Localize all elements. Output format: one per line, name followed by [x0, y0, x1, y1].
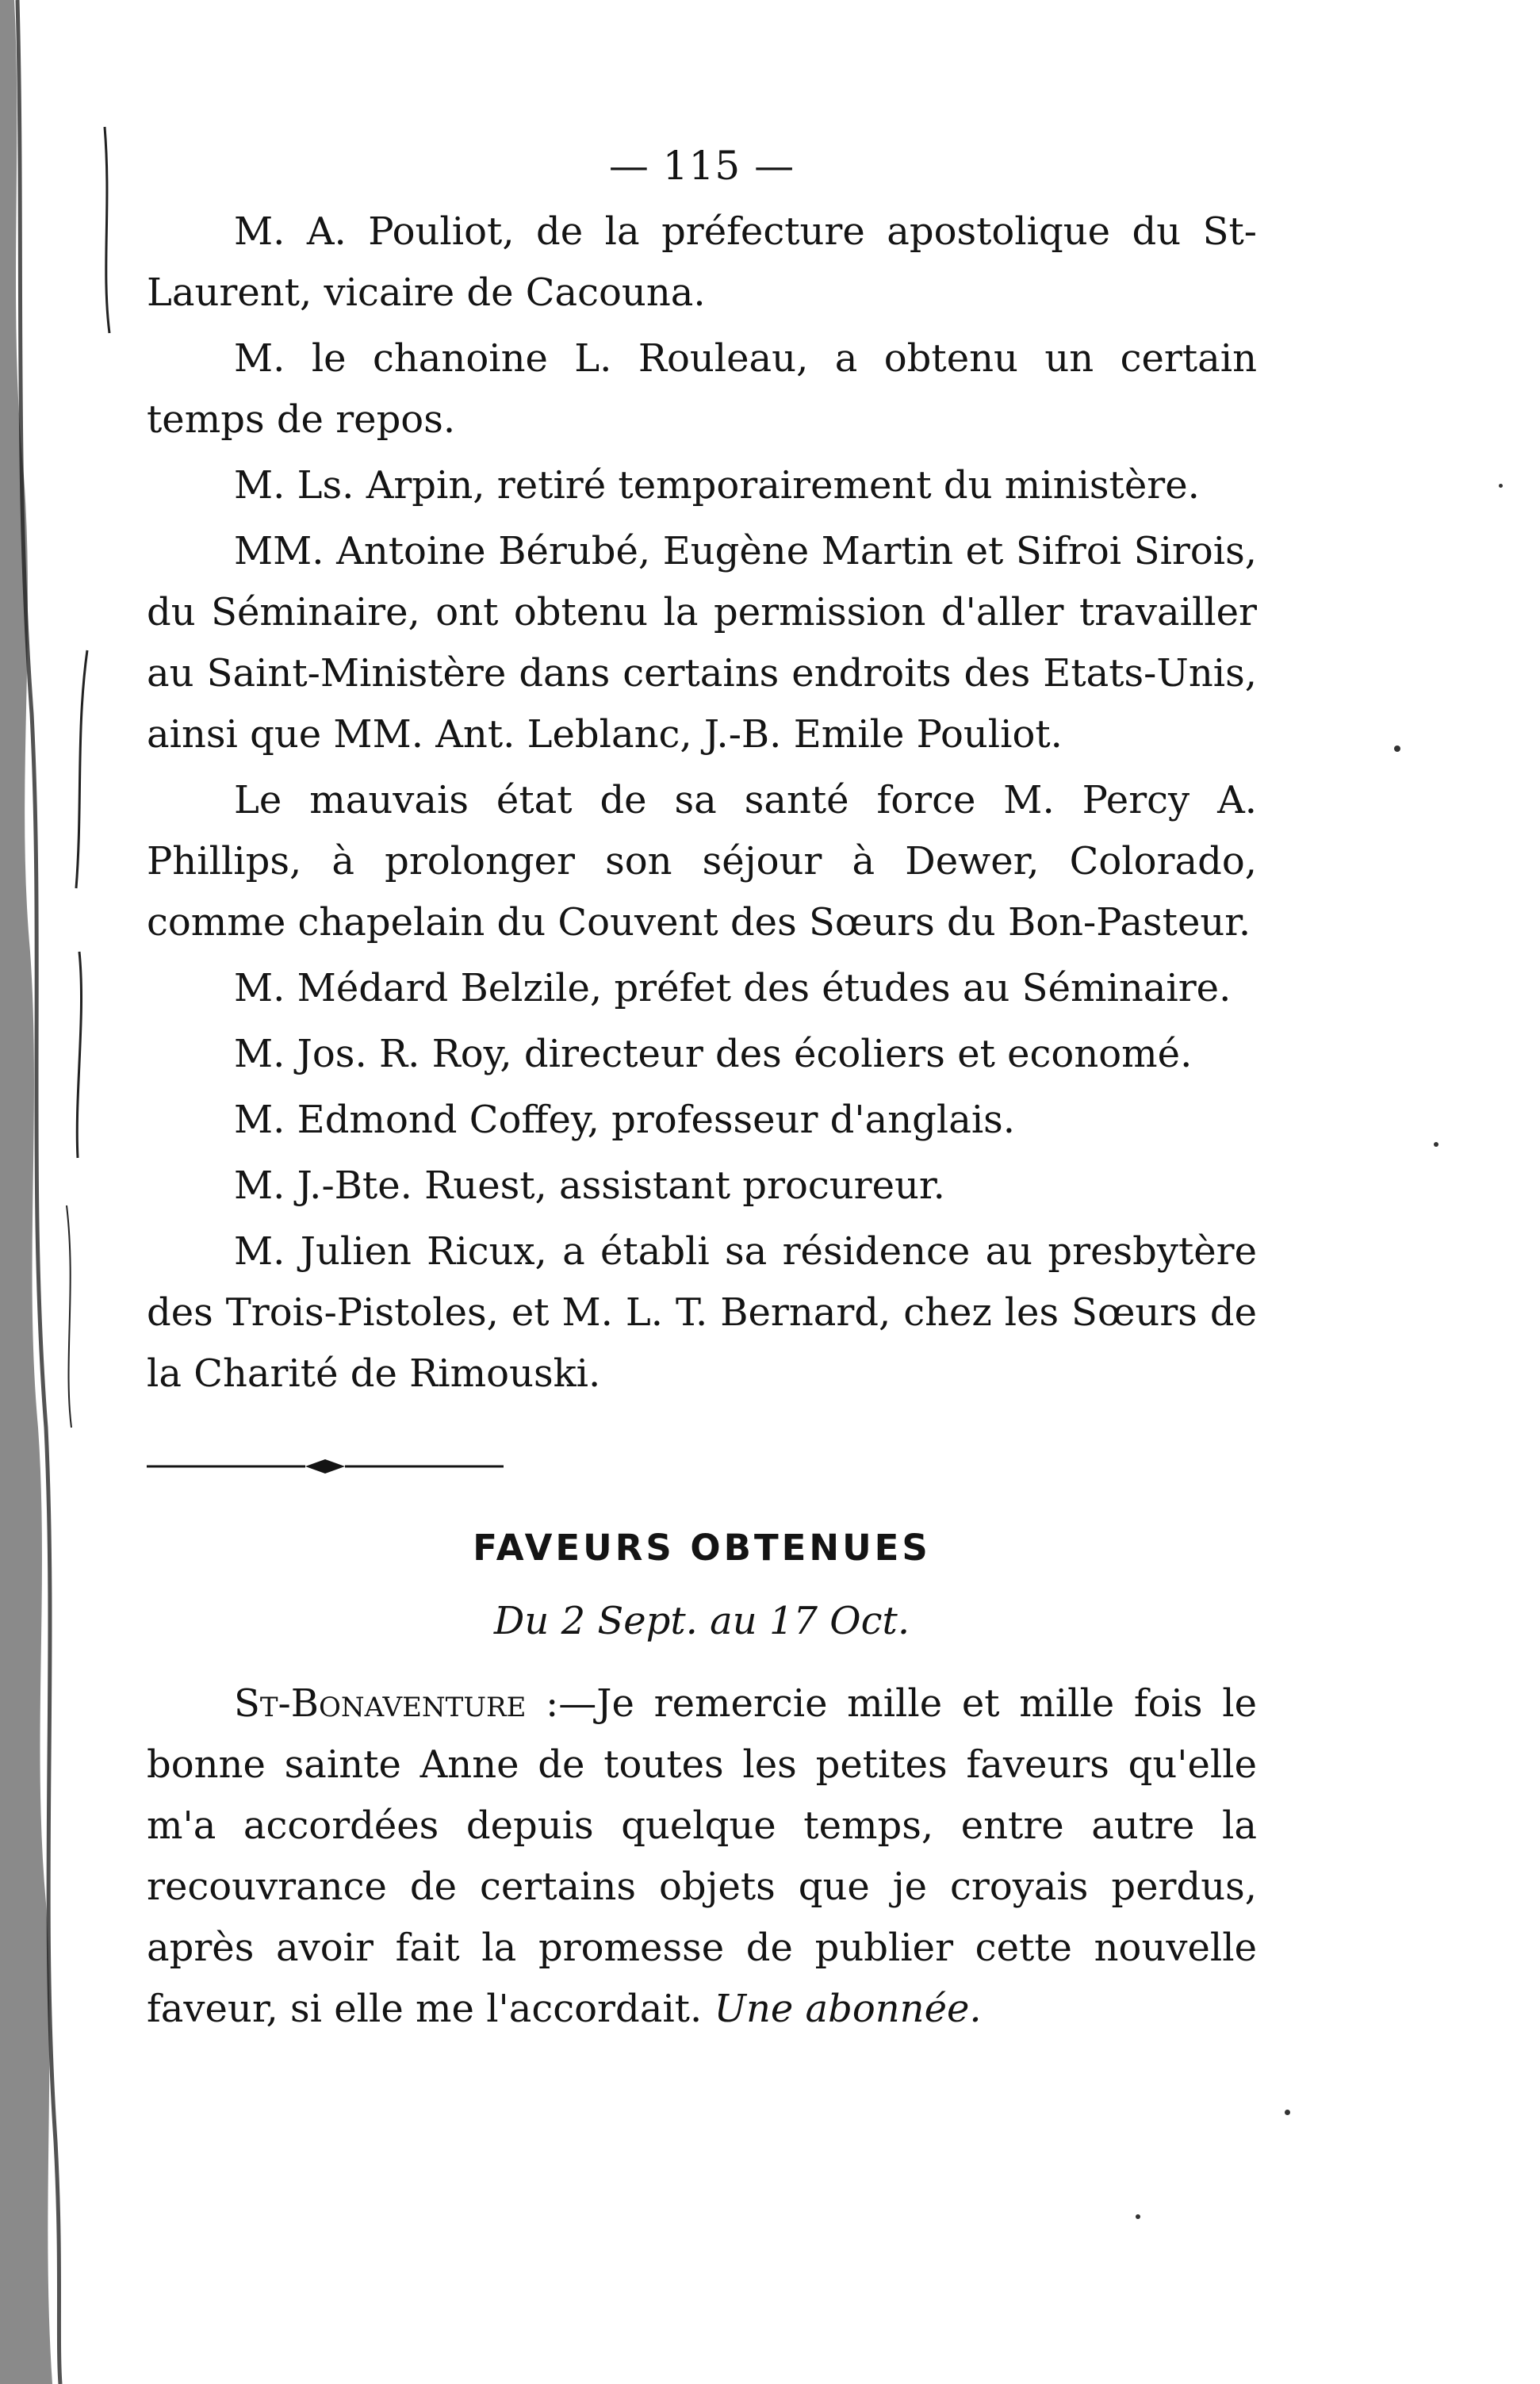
speck: [1285, 2110, 1290, 2115]
paragraph-berube: MM. Antoine Bérubé, Eugène Martin et Sifroi Sirois, du Séminaire, ont obtenu la permission d'aller travailler au Saint-Ministère dans certains endroits des Etats-Unis, ainsi que MM. Ant. Leblanc, J.-B. Emile Pouliot.: [147, 529, 1257, 757]
testimony-signature: Une abonnée.: [714, 1987, 982, 2031]
paragraph-belzile: M. Médard Belzile, préfet des études au Séminaire.: [234, 966, 1232, 1010]
testimony-body: :—Je remercie mille et mille fois le bonne sainte Anne de toutes les petites faveurs qu'elle m'a accordées depuis quelque temps, entre autre la recouvrance de certains objets que je croyais perdus, après avoir fait la promesse de publier cette nouvelle faveur, si elle me l'accordait.: [147, 1681, 1257, 2031]
paragraph-ruest: M. J.-Bte. Ruest, assistant procureur.: [234, 1163, 945, 1208]
speck: [1136, 2214, 1140, 2219]
page-number: — 115 —: [608, 143, 795, 189]
page-body: [147, 143, 1257, 2040]
paragraph-ricux: M. Julien Ricux, a établi sa résidence au presbytère des Trois-Pistoles, et M. L. T. Bernard, chez les Sœurs de la Charité de Rimouski.: [147, 1229, 1257, 1396]
binding-edge: [0, 0, 159, 2384]
paragraph-rouleau: M. le chanoine L. Rouleau, a obtenu un certain temps de repos.: [147, 336, 1257, 442]
testimony-place: St-Bonaventure: [234, 1681, 527, 1726]
section-subtitle: Du 2 Sept. au 17 Oct.: [493, 1599, 910, 1643]
ornamental-separator: [147, 1457, 504, 1476]
paragraph-roy: M. Jos. R. Roy, directeur des écoliers et economé.: [234, 1032, 1193, 1076]
testimony-paragraph: [147, 1673, 1257, 2040]
speck: [1499, 484, 1503, 488]
paragraph-pouliot: M. A. Pouliot, de la préfecture apostolique du St-Laurent, vicaire de Cacouna.: [147, 209, 1257, 315]
speck: [1434, 1142, 1438, 1147]
paragraph-arpin: M. Ls. Arpin, retiré temporairement du ministère.: [234, 463, 1200, 508]
paragraph-phillips: Le mauvais état de sa santé force M. Percy A. Phillips, à prolonger son séjour à Dewer, Colorado, comme chapelain du Couvent des Sœurs du Bon-Pasteur.: [147, 778, 1257, 945]
paragraph-coffey: M. Edmond Coffey, professeur d'anglais.: [234, 1098, 1016, 1142]
speck: [1394, 745, 1400, 752]
section-title: FAVEURS OBTENUES: [473, 1527, 931, 1569]
